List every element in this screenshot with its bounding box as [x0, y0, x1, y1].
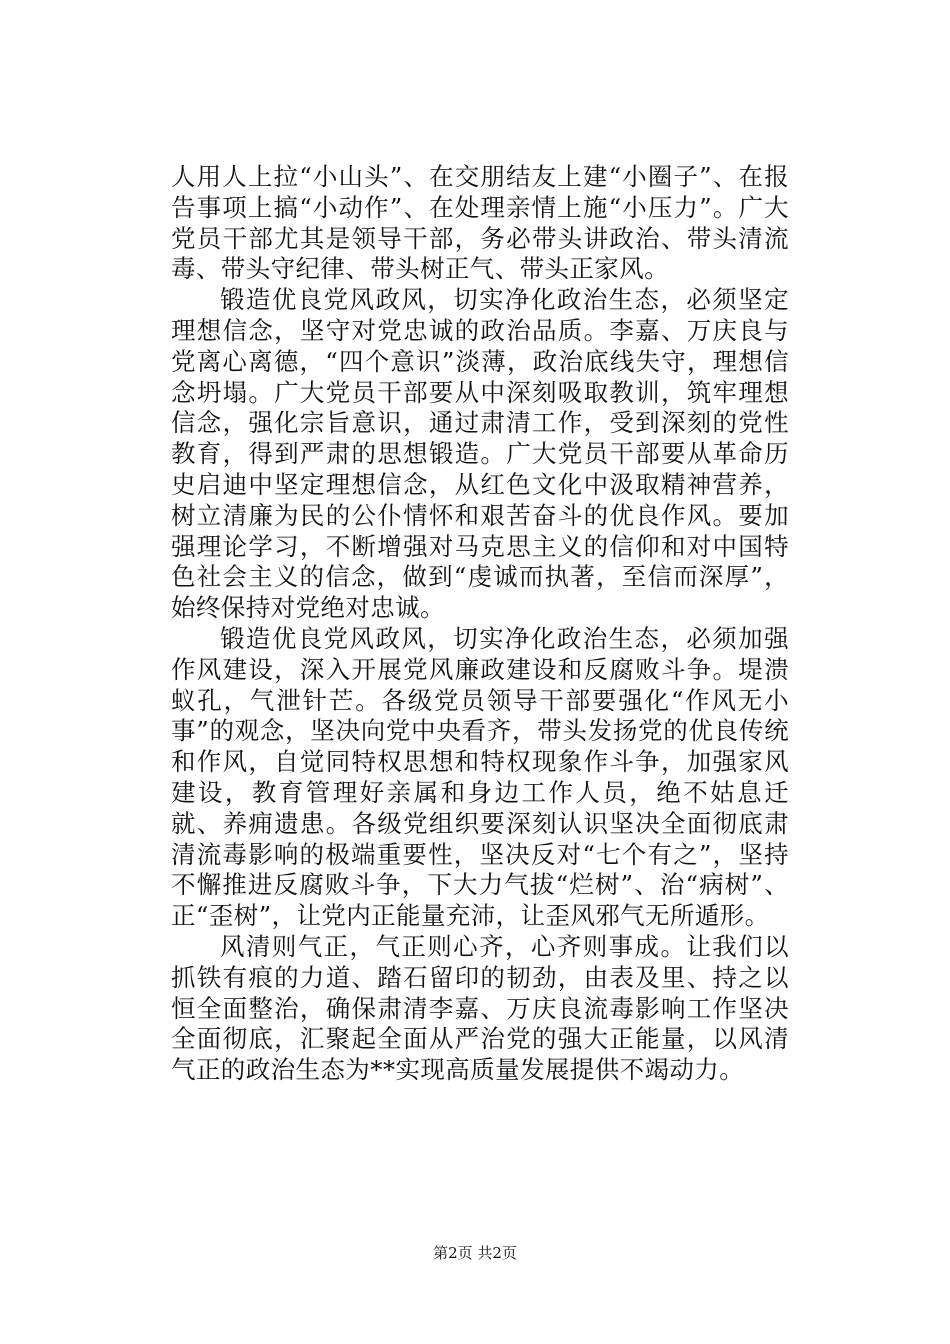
- page-number-footer: 第2页 共2页: [433, 1244, 517, 1262]
- paragraph-continuation: 人用人上拉“小山头”、在交朋结友上建“小圈子”、在报告事项上搞“小动作”、在处理亲情上施“小压力”。广大党员干部尤其是领导干部，务必带头讲政治、带头清流毒、带头守纪律、带头树正气、带头正家风。: [171, 162, 789, 284]
- paragraph-work-style: 锻造优良党风政风，切实净化政治生态，必须加强作风建设，深入开展党风廉政建设和反腐败斗争。堤溃蚁孔，气泄针芒。各级党员领导干部要强化“作风无小事”的观念，坚决向党中央看齐，带头发扬党的优良传统和作风，自觉同特权思想和特权现象作斗争，加强家风建设，教育管理好亲属和身边工作人员，绝不姑息迁就、养痈遗患。各级党组织要深刻认识坚决全面彻底肃清流毒影响的极端重要性，坚决反对“七个有之”，坚持不懈推进反腐败斗争，下大力气拔“烂树”、治“病树”、正“歪树”，让党内正能量充沛，让歪风邪气无所遁形。: [171, 623, 789, 931]
- document-body: [171, 162, 789, 1086]
- paragraph-conclusion: 风清则气正，气正则心齐，心齐则事成。让我们以抓铁有痕的力道、踏石留印的韧劲，由表及里、持之以恒全面整治，确保肃清李嘉、万庆良流毒影响工作坚决全面彻底，汇聚起全面从严治党的强大正能量，以风清气正的政治生态为**实现高质量发展提供不竭动力。: [171, 931, 789, 1085]
- paragraph-ideals: 锻造优良党风政风，切实净化政治生态，必须坚定理想信念，坚守对党忠诚的政治品质。李嘉、万庆良与党离心离德，“四个意识”淡薄，政治底线失守，理想信念坍塌。广大党员干部要从中深刻吸取教训，筑牢理想信念，强化宗旨意识，通过肃清工作，受到深刻的党性教育，得到严肃的思想锻造。广大党员干部要从革命历史启迪中坚定理想信念，从红色文化中汲取精神营养，树立清廉为民的公仆情怀和艰苦奋斗的优良作风。要加强理论学习，不断增强对马克思主义的信仰和对中国特色社会主义的信念，做到“虔诚而执著，至信而深厚”，始终保持对党绝对忠诚。: [171, 285, 789, 623]
